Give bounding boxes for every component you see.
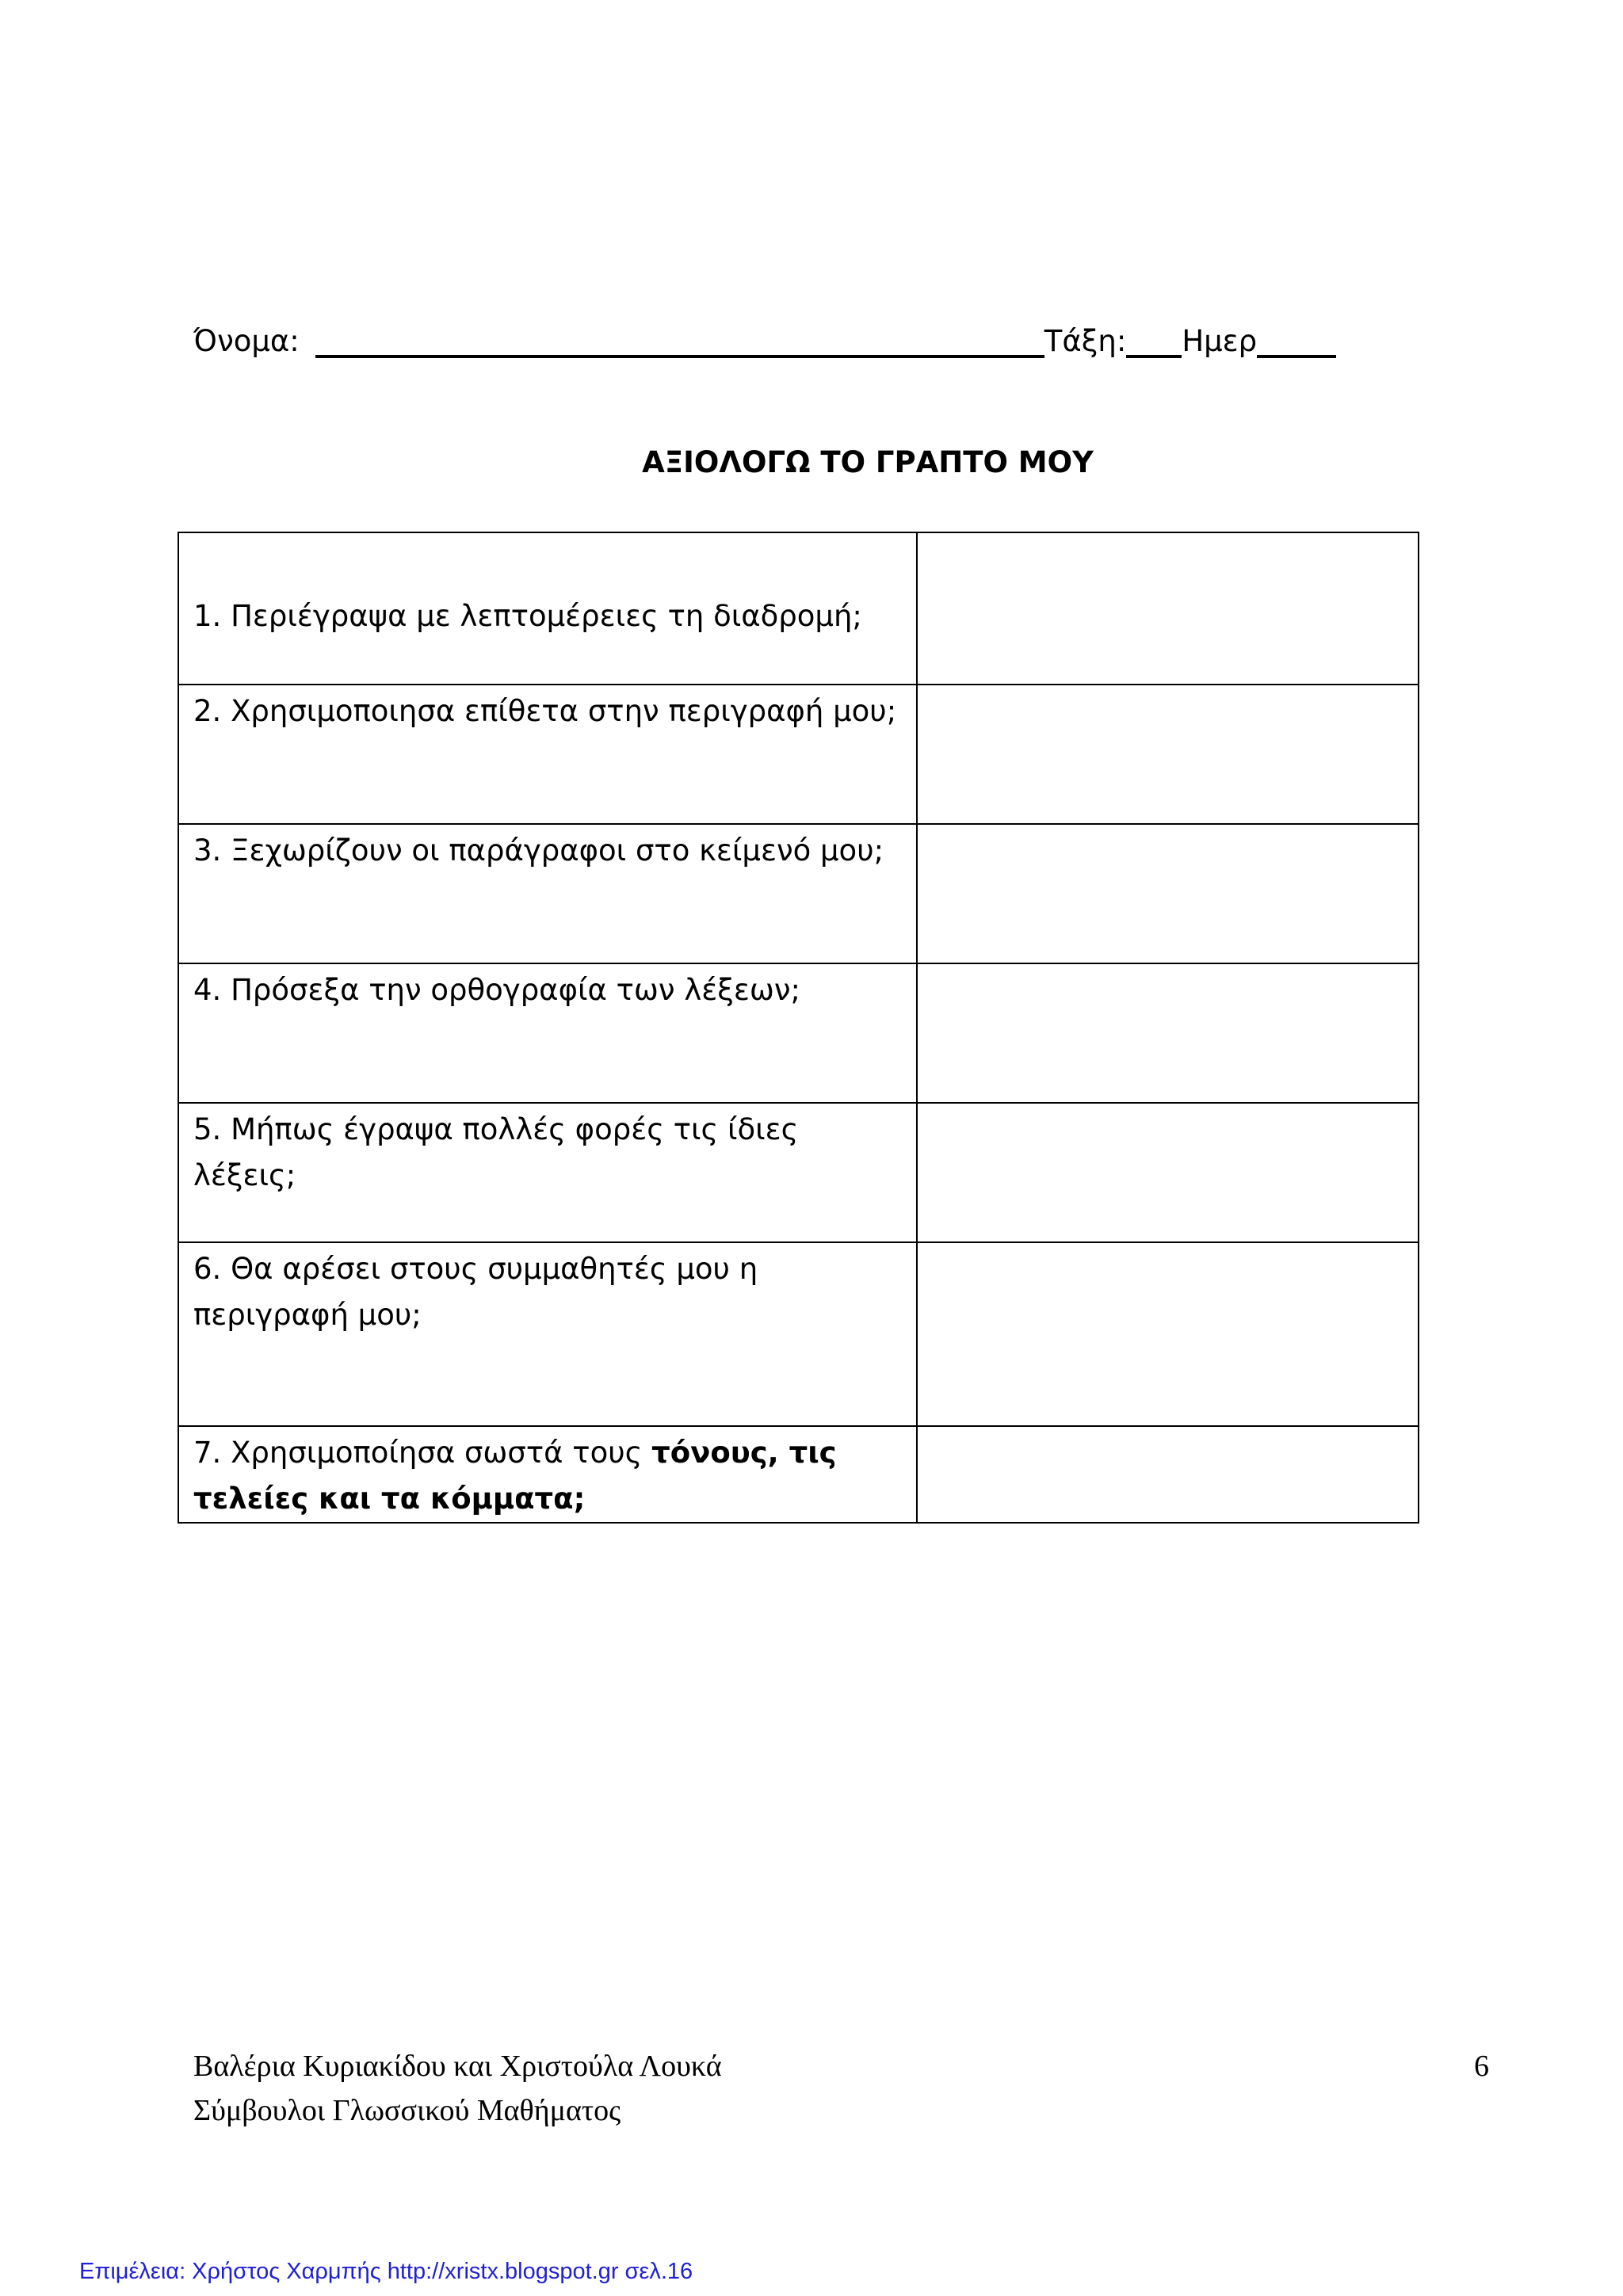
table-row	[178, 963, 1419, 1103]
question-cell: 2. Χρησιμοποιησα επίθετα στην περιγραφή μου;	[178, 685, 917, 824]
question-text: 7. Χρησιμοποίησα σωστά τους	[193, 1436, 652, 1470]
question-cell: 6. Θα αρέσει στους συμμαθητές μου η περιγραφή μου;	[178, 1242, 917, 1426]
answer-cell	[917, 1103, 1419, 1242]
student-info-line	[193, 311, 1336, 358]
table-row	[178, 1242, 1419, 1426]
answer-cell	[917, 824, 1419, 963]
question-cell: 4. Πρόσεξα την ορθογραφία των λέξεων;	[178, 963, 917, 1103]
table-row	[178, 1426, 1419, 1523]
table-row	[178, 1103, 1419, 1242]
answer-cell	[917, 1242, 1419, 1426]
name-blank-line	[315, 322, 1044, 358]
page-title: ΑΞΙΟΛΟΓΩ ΤΟ ΓΡΑΠΤΟ ΜΟΥ	[642, 445, 1094, 479]
question-text-bold: τόνους, τις τελείες και τα κόμματα;	[193, 1436, 837, 1516]
answer-cell	[917, 1426, 1419, 1523]
footer-authors	[193, 2044, 722, 2133]
answer-cell	[917, 963, 1419, 1103]
authors-names: Βαλέρια Κυριακίδου και Χριστούλα Λουκά	[193, 2050, 722, 2083]
answer-cell	[917, 532, 1419, 685]
class-label: Τάξη:	[1044, 324, 1127, 358]
table-row	[178, 532, 1419, 685]
question-cell: 3. Ξεχωρίζουν οι παράγραφοι στο κείμενό μου;	[178, 824, 917, 963]
answer-cell	[917, 685, 1419, 824]
table-row	[178, 824, 1419, 963]
table-row	[178, 685, 1419, 824]
authors-role: Σύμβουλοι Γλωσσικού Μαθήματος	[193, 2094, 621, 2127]
self-assessment-table	[178, 532, 1419, 1524]
editor-credit: Επιμέλεια: Χρήστος Χαρμπής http://xristx.blogspot.gr σελ.16	[79, 2259, 693, 2284]
date-blank-line	[1257, 322, 1336, 358]
question-cell: 5. Μήπως έγραψα πολλές φορές τις ίδιες λέξεις;	[178, 1103, 917, 1242]
date-label: Ημερ	[1182, 324, 1258, 358]
class-blank-line	[1126, 322, 1182, 358]
question-cell: 1. Περιέγραψα με λεπτομέρειες τη διαδρομή;	[178, 532, 917, 685]
name-label: Όνομα:	[193, 324, 300, 358]
page-number: 6	[1474, 2050, 1489, 2083]
question-cell	[178, 1426, 917, 1523]
